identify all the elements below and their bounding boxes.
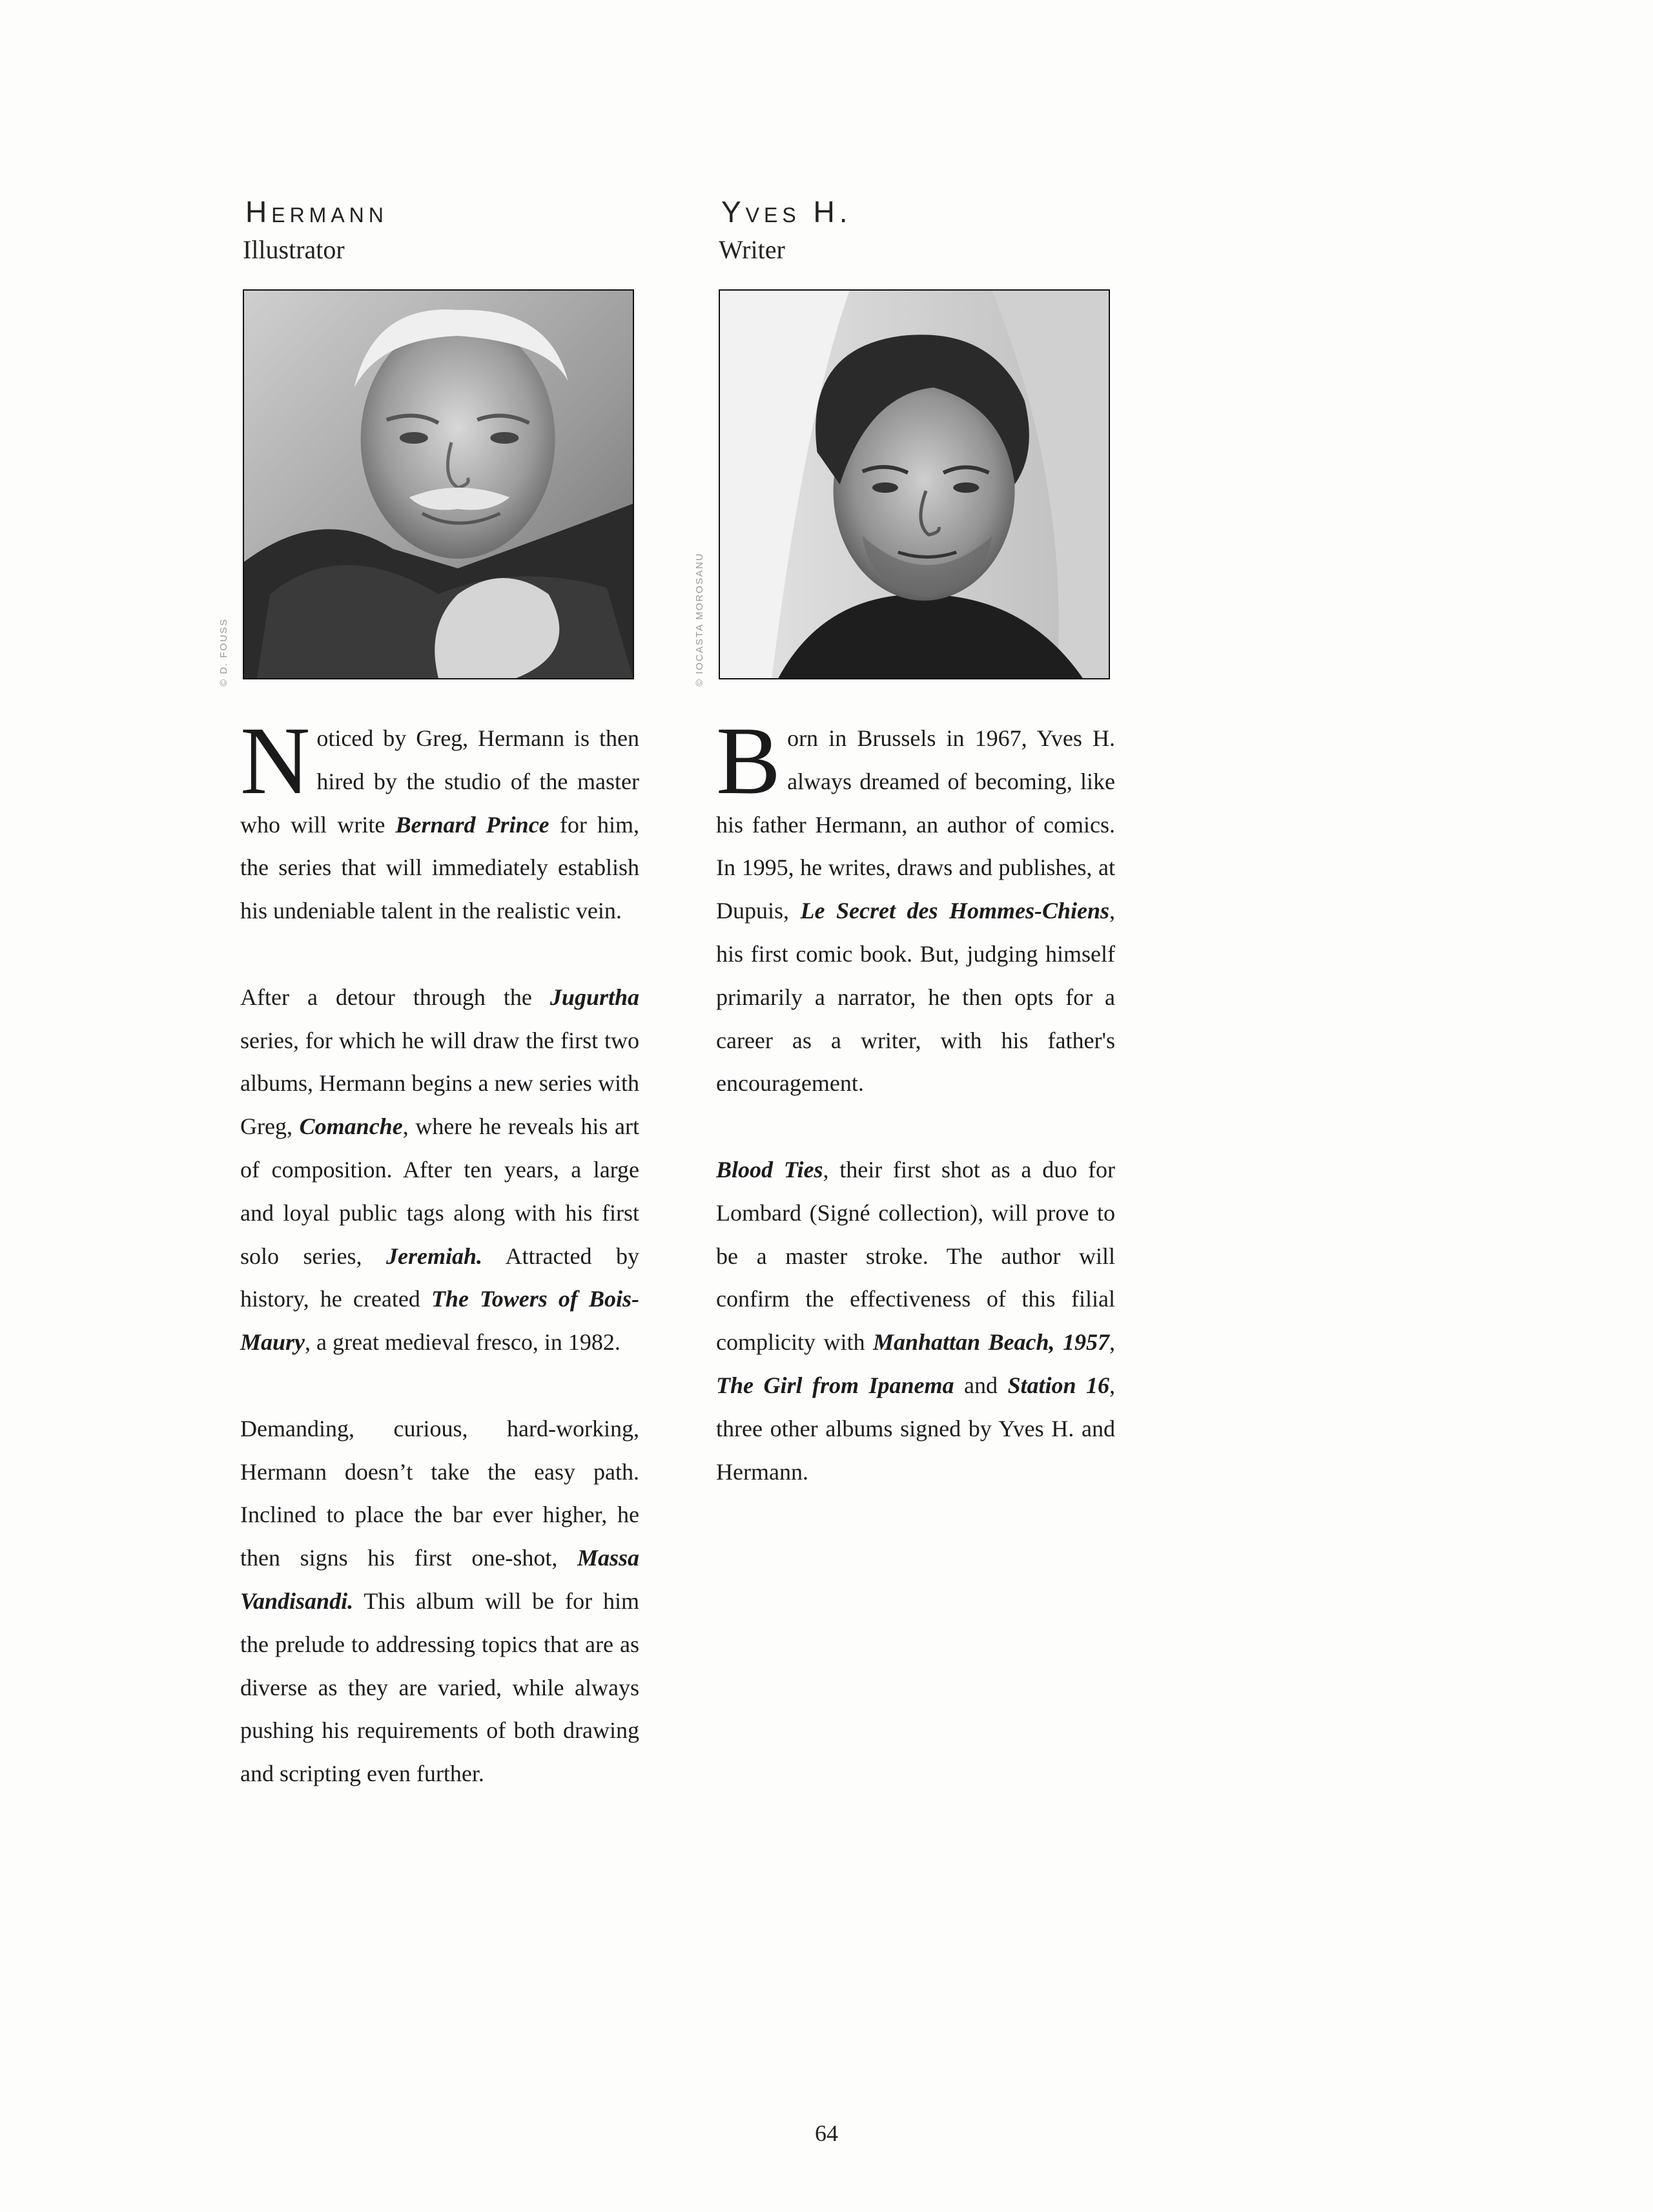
author-role: Illustrator bbox=[243, 235, 345, 264]
album-title: The Girl from Ipanema bbox=[716, 1372, 954, 1398]
drop-cap: N bbox=[240, 707, 311, 814]
author-name: Hermann bbox=[245, 195, 388, 229]
bio-paragraph-3: Demanding, curious, hard-working, Hermann doesn’t take the easy path. Inclined to place the bar ever higher, he then signs his first one-shot, Massa Vandisandi. This album will be for him the prelude to addressing topics that are as diverse as they are varied, while always pushing his requirements of both drawing and scripting even further. bbox=[240, 1415, 639, 1787]
album-title: Station 16 bbox=[1007, 1372, 1109, 1398]
album-title: Bernard Prince bbox=[395, 811, 549, 838]
album-title: Manhattan Beach, 1957 bbox=[872, 1329, 1109, 1356]
author-name: Yves H. bbox=[721, 195, 852, 229]
portrait-photo-hermann bbox=[243, 289, 634, 679]
bio-paragraph-1: Born in Brussels in 1967, Yves H. always dreamed of becoming, like his father Hermann, an author of comics. In 1995, he writes, draws and publishes, at Dupuis, Le Secret des Hommes-Chiens, his first comic book. But, judging himself primarily a narrator, he then opts for a career as a writer, with his father's encouragement. bbox=[716, 707, 1116, 1097]
album-title: The Towers of Bois-Maury bbox=[240, 1286, 640, 1356]
portrait-image bbox=[244, 291, 633, 678]
bio-text-hermann bbox=[240, 707, 640, 1839]
album-title: Comanche bbox=[299, 1113, 403, 1140]
photo-credit: © IOCASTA MOROSANU bbox=[694, 552, 705, 687]
album-title: Massa Vandisandi. bbox=[240, 1545, 639, 1614]
album-title: Le Secret des Hommes-Chiens bbox=[800, 898, 1110, 924]
album-title: Blood Ties bbox=[716, 1156, 823, 1183]
author-role: Writer bbox=[719, 235, 785, 264]
bio-paragraph-2: After a detour through the Jugurtha series, for which he will draw the first two albums, Hermann begins a new series with Greg, Comanche, where he reveals his art of composition. After ten years, a large and loyal public tags along with his first solo series, Jeremiah. Attracted by history, he created The Towers of Bois-Maury, a great medieval fresco, in 1982. bbox=[240, 984, 640, 1356]
album-title: Jeremiah. bbox=[386, 1243, 483, 1269]
bio-paragraph-1: Noticed by Greg, Hermann is then hired by the studio of the master who will write Bernard Prince for him, the series that will immediately establish his undeniable talent in the realistic vein. bbox=[240, 707, 639, 924]
photo-credit: © D. FOUSS bbox=[218, 617, 229, 687]
album-title: Jugurtha bbox=[549, 984, 639, 1010]
page-number: 64 bbox=[815, 2120, 838, 2146]
portrait-image bbox=[720, 291, 1109, 678]
drop-cap: B bbox=[716, 707, 781, 814]
portrait-photo-yves-h bbox=[719, 289, 1110, 679]
bio-paragraph-2: Blood Ties, their first shot as a duo for Lombard (Signé collection), will prove to be a master stroke. The author will confirm the effectiveness of this filial complicity with Manhattan Beach, 1957, The Girl from Ipanema and Station 16, three other albums signed by Yves H. and Hermann. bbox=[716, 1156, 1115, 1485]
bio-text-yves-h bbox=[716, 707, 1116, 1536]
